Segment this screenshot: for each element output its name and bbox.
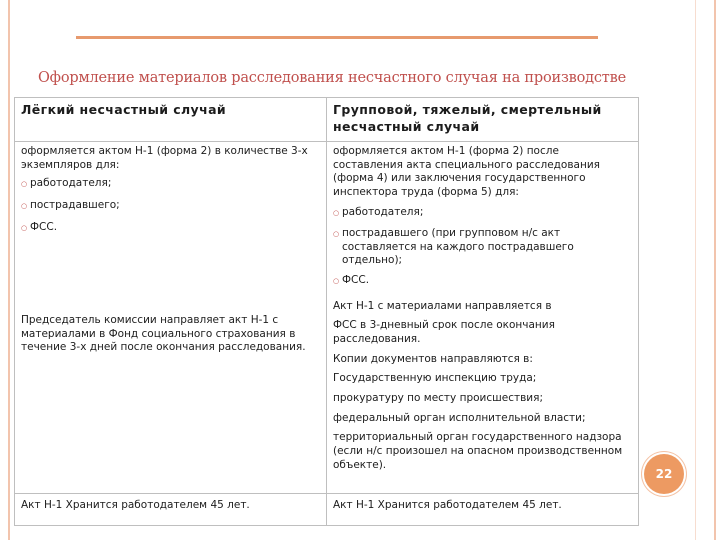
cell-light-storage: Акт Н-1 Хранится работодателем 45 лет. — [15, 494, 327, 526]
table-row — [15, 142, 639, 494]
circle-bullet-icon: ○ — [333, 277, 340, 286]
severe-line: Государственную инспекцию труда; — [333, 372, 537, 385]
right-frame-line — [714, 0, 716, 540]
severe-line: территориальный орган государственного надзора (если н/с произошел на опасном производственном объекте). — [333, 431, 623, 471]
severe-line: ФСС в 3-дневный срок после окончания расследования. — [333, 319, 555, 346]
list-item: ○ ФСС. — [21, 220, 58, 233]
table-row — [15, 494, 639, 526]
severe-intro: оформляется актом Н-1 (форма 2) после составления акта специального расследования (форма 4) или заключения государственного инспектора труда (форма 5) для: — [333, 145, 600, 198]
circle-bullet-icon: ○ — [333, 230, 340, 239]
light-intro: оформляется актом Н-1 (форма 2) в количестве 3-х экземпляров для: — [21, 145, 308, 171]
title-top-rule — [76, 36, 598, 39]
header-light-accident: Лёгкий несчастный случай — [15, 98, 327, 142]
list-item: ○ пострадавшего; — [21, 198, 120, 211]
severe-line: Акт Н-1 с материалами направляется в — [333, 299, 552, 312]
list-item: ○ работодателя; — [21, 177, 112, 190]
list-item: ○ работодателя; — [333, 205, 424, 218]
cell-severe-procedure — [327, 142, 639, 494]
light-closing: Председатель комиссии направляет акт Н-1 с материалами в Фонд социального страхования в течение 3-х дней после окончания расследования. — [21, 314, 306, 354]
header-severe-accident: Групповой, тяжелый, смертельный несчастный случай — [327, 98, 639, 142]
slide-title: Оформление материалов расследования несчастного случая на производстве — [38, 70, 626, 86]
list-item: ○ пострадавшего (при групповом н/с акт составляется на каждого пострадавшего отдельно); — [333, 227, 574, 267]
cell-severe-storage: Акт Н-1 Хранится работодателем 45 лет. — [327, 494, 639, 526]
severe-line: Копии документов направляются в: — [333, 352, 533, 365]
list-item: ○ ФСС. — [333, 274, 370, 287]
severe-line: прокуратуру по месту происшествия; — [333, 391, 543, 404]
right-side-strip — [695, 0, 696, 540]
severe-line: федеральный орган исполнительной власти; — [333, 411, 586, 424]
circle-bullet-icon: ○ — [21, 180, 28, 189]
circle-bullet-icon: ○ — [21, 201, 28, 210]
cell-light-procedure — [15, 142, 327, 494]
accident-comparison-table — [14, 97, 639, 526]
circle-bullet-icon: ○ — [333, 208, 340, 217]
circle-bullet-icon: ○ — [21, 223, 28, 232]
left-frame-line — [8, 0, 10, 540]
table-header-row — [15, 98, 639, 142]
page-number-badge: 22 — [644, 454, 684, 494]
